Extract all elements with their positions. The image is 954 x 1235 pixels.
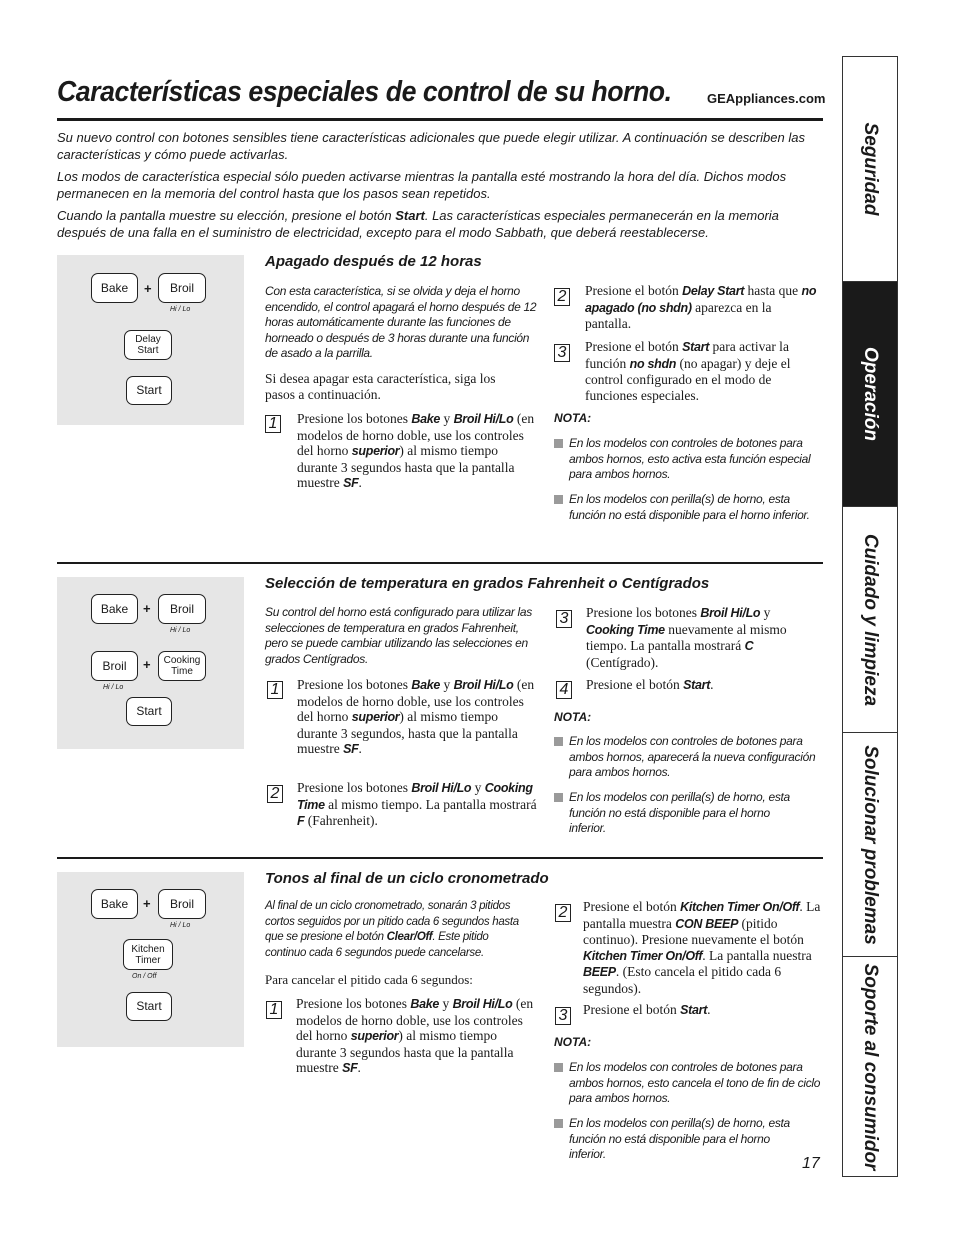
section1-step-1: Presione los botones Bake y Broil Hi/Lo (en modelos de horno doble, use los controles del horno superior) al mismo tiempo durante 3 segundos hasta que la pantalla muestre SF. [297, 411, 535, 490]
bake-key: Bake [91, 889, 138, 919]
section3-note-2: En los modelos con perilla(s) de horno, esta función no está disponible para el horno inferior. [554, 1116, 809, 1163]
control-panel-diagram-1 [57, 255, 244, 425]
cooking-time-key: Cooking Time [158, 651, 206, 681]
hilo-label: Hi / Lo [170, 922, 191, 929]
nota-label: NOTA: [554, 411, 592, 425]
section1-step-2: Presione el botón Delay Start hasta que no apagado (no shdn) aparezca en la pantalla. [585, 283, 817, 331]
tab-cuidado-y-limpieza[interactable]: Cuidado y limpieza [843, 507, 897, 733]
broil-key: Broil [158, 594, 206, 624]
intro-paragraph-1: Su nuevo control con botones sensibles tiene características adicionales que puede elegir utilizar. A continuación se describen las características y cómo puede activarlas. [57, 130, 805, 162]
step-number: 2 [555, 904, 571, 922]
broil-key: Broil [91, 651, 138, 681]
step-number: 3 [556, 610, 572, 628]
section-divider [57, 562, 823, 564]
kitchen-timer-key: Kitchen Timer [123, 939, 173, 970]
section2-intro: Su control del horno está configurado para utilizar las selecciones de temperatura en grados Fahrenheit, pero se puede cambiar utilizando las selecciones en grados Centígrados. [265, 605, 533, 666]
bake-key: Bake [91, 594, 138, 624]
section2-step-4: Presione el botón Start. [586, 677, 714, 692]
plus-sign: + [143, 896, 151, 911]
section1-note-1: En los modelos con controles de botones para ambos hornos, esto activa esta función especial para ambos hornos. [554, 436, 821, 483]
section2-step-2: Presione los botones Broil Hi/Lo y Cooking Time al mismo tiempo. La pantalla mostrará F (Fahrenheit). [297, 780, 537, 828]
website-link: GEAppliances.com [707, 91, 826, 106]
hilo-label: Hi / Lo [170, 627, 191, 634]
nota-label: NOTA: [554, 710, 592, 724]
intro-paragraph-2: Los modos de característica especial sólo pueden activarse mientras la pantalla esté mostrando la hora del día. Dichos modos permanecen en la memoria del control hasta que los pasos sean repetidos. [57, 169, 787, 201]
section3-cancel-text: Para cancelar el pitido cada 6 segundos: [265, 972, 473, 987]
start-key: Start [126, 697, 172, 726]
bake-key: Bake [91, 273, 138, 303]
section1-step-3: Presione el botón Start para activar la función no shdn (no apagar) y deje el control configurado en el modo de funciones especiales. [585, 339, 791, 403]
tab-operacion[interactable]: Operación [843, 282, 897, 507]
section2-note-2: En los modelos con perilla(s) de horno, esta función no está disponible para el horno inferior. [554, 790, 809, 837]
step-number: 2 [267, 785, 283, 803]
section3-step-1: Presione los botones Bake y Broil Hi/Lo (en modelos de horno doble, use los controles del horno superior) al mismo tiempo durante 3 segundos hasta que la pantalla muestre SF. [296, 996, 534, 1075]
on-off-label: On / Off [132, 973, 157, 980]
section3-note-1: En los modelos con controles de botones para ambos hornos, esto cancela el tono de fin de ciclo para ambos hornos. [554, 1060, 827, 1107]
section3-intro: Al final de un ciclo cronometrado, sonarán 3 pitidos cortos seguidos por un pitido cada 6 segundos hasta que se presione el botón Clear/Off. Este pitido continuo cada 6 segundos puede cancelarse. [265, 900, 519, 959]
start-key: Start [126, 992, 172, 1021]
section3-step-2: Presione el botón Kitchen Timer On/Off. La pantalla muestra CON BEEP (pitido continuo). Presione nuevamente el botón Kitchen Timer On/Off. La pantalla nuestra BEEP. (Esto cancela el pitido cada 6 segundos). [583, 899, 821, 996]
tab-seguridad[interactable]: Seguridad [843, 57, 897, 282]
tab-solucionar-problemas[interactable]: Solucionar problemas [843, 733, 897, 957]
section2-step-3: Presione los botones Broil Hi/Lo y Cooking Time nuevamente al mismo tiempo. La pantalla mostrará C (Centígrado). [586, 605, 787, 670]
step-number: 1 [266, 1001, 282, 1019]
nota-label: NOTA: [554, 1035, 592, 1049]
intro-paragraph-3: Cuando la pantalla muestre su elección, presione el botón Start. Las características especiales permanecerán en la memoria después de una falla en el suministro de electricidad, excepto para el modo Sabbath, que deberá reestablecerse. [57, 208, 779, 240]
title-rule [57, 118, 823, 121]
section2-note-1: En los modelos con controles de botones para ambos hornos, aparecerá la nueva configuración para ambos hornos. [554, 734, 821, 781]
plus-sign: + [143, 601, 151, 616]
step-number: 3 [554, 344, 570, 362]
section2-step-1: Presione los botones Bake y Broil Hi/Lo (en modelos de horno doble, use los controles del horno superior) al mismo tiempo durante 3 segundos, hasta que la pantalla muestre SF. [297, 677, 535, 756]
hilo-label: Hi / Lo [170, 306, 191, 313]
step-number: 1 [265, 415, 281, 433]
section-tabs [842, 56, 898, 1177]
section1-note-2: En los modelos con perilla(s) de horno, esta función no está disponible para el horno inferior. [554, 492, 821, 523]
broil-key: Broil [158, 889, 206, 919]
plus-sign: + [143, 657, 151, 672]
page-title: Características especiales de control de su horno. [57, 76, 672, 108]
control-panel-diagram-2 [57, 577, 244, 749]
section-heading-3: Tonos al final de un ciclo cronometrado [265, 870, 549, 887]
page-number: 17 [802, 1155, 820, 1172]
step-number: 3 [555, 1007, 571, 1025]
hilo-label: Hi / Lo [103, 684, 124, 691]
section-divider [57, 857, 823, 859]
section1-intro: Con esta característica, si se olvida y deja el horno encendido, el control apagará el horno después de 12 horas automáticamente durante las funciones de horneado o después de 3 horas durante una función de asado a la parrilla. [265, 284, 537, 360]
section3-step-3: Presione el botón Start. [583, 1002, 711, 1017]
section1-cancel-text: Si desea apagar esta característica, siga los pasos a continuación. [265, 371, 496, 402]
broil-key: Broil [158, 273, 206, 303]
section-heading-1: Apagado después de 12 horas [265, 253, 482, 270]
step-number: 4 [556, 681, 572, 699]
control-panel-diagram-3 [57, 872, 244, 1047]
plus-sign: + [144, 281, 152, 296]
tab-soporte-al-consumidor[interactable]: Soporte al consumidor [860, 963, 881, 1170]
start-key: Start [126, 376, 172, 405]
section-heading-2: Selección de temperatura en grados Fahrenheit o Centígrados [265, 575, 710, 592]
step-number: 2 [554, 288, 570, 306]
step-number: 1 [267, 681, 283, 699]
delay-start-key: Delay Start [124, 330, 172, 360]
